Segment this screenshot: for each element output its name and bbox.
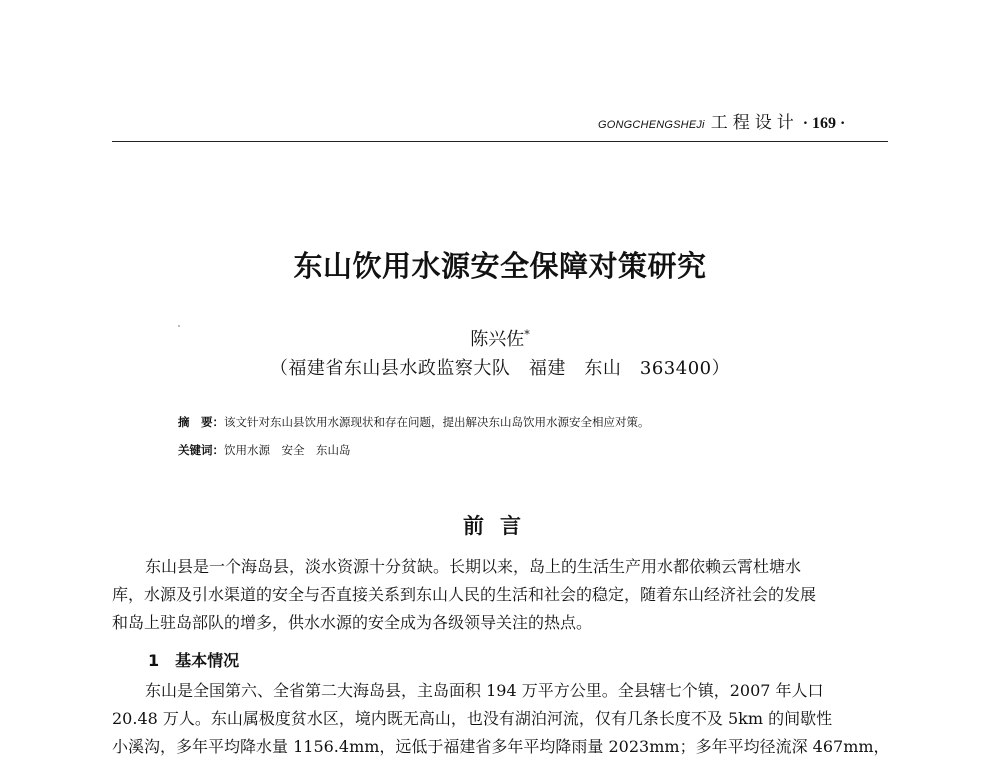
keywords-label: 关键词： [178, 443, 224, 457]
journal-name: 工程设计 [710, 113, 799, 133]
keywords-text: 饮用水源 安全 东山岛 [224, 443, 351, 457]
keywords [178, 442, 351, 458]
author [0, 325, 1000, 351]
article-title: 东山饮用水源安全保障对策研究 [293, 249, 707, 283]
journal-name-pinyin: GONGCHENGSHEJi [598, 119, 705, 131]
abstract-label: 摘 要： [178, 415, 224, 429]
author-name: 陈兴佐 [470, 329, 525, 350]
abstract [178, 414, 650, 430]
running-header [598, 108, 888, 138]
paragraph-line: 东山是全国第六、全省第二大海岛县，主岛面积 194 万平方公里。全县辖七个镇，2007 年人口 [145, 681, 824, 700]
paragraph-line: 小溪沟，多年平均降水量 1156.4mm，远低于福建省多年平均降雨量 2023mm；多年平均径流深 467mm， [112, 737, 890, 756]
section-title: 前言 [463, 514, 537, 538]
paragraph-line: 20.48 万人。东山属极度贫水区，境内既无高山，也没有湖泊河流，仅有几条长度不及 5km 的间歇性 [112, 709, 833, 728]
page-number: · 169 · [802, 115, 846, 132]
author-footnote-mark: * [524, 328, 530, 341]
affiliation: （福建省东山县水政监察大队 福建 东山 363400） [269, 358, 731, 379]
header-rule [112, 141, 888, 142]
heading-basic-info: 1 基本情况 [148, 651, 240, 670]
abstract-text: 该文针对东山县饮用水源现状和存在问题，提出解决东山岛饮用水源安全相应对策。 [224, 415, 650, 429]
paragraph-line: 东山县是一个海岛县，淡水资源十分贫缺。长期以来，岛上的生活生产用水都依赖云霄杜塘水 [145, 557, 802, 576]
paragraph-line: 库，水源及引水渠道的安全与否直接关系到东山人民的生活和社会的稳定，随着东山经济社会的发展 [112, 585, 817, 604]
paragraph-line: 和岛上驻岛部队的增多，供水水源的安全成为各级领导关注的热点。 [112, 613, 593, 632]
